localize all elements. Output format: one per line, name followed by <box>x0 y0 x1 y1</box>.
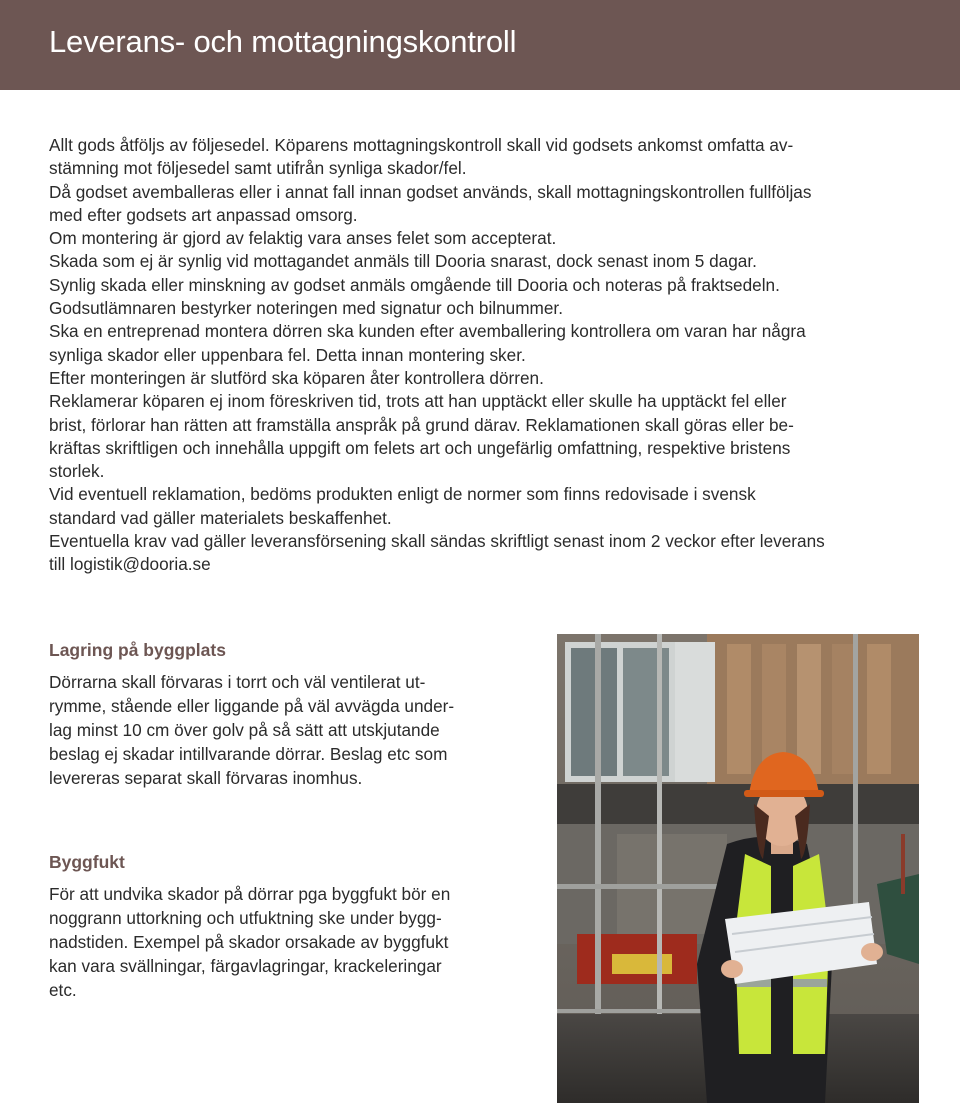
page-header <box>0 0 960 90</box>
construction-site-photo <box>557 634 919 1103</box>
storage-line: Dörrarna skall förvaras i torrt och väl ventilerat ut- <box>49 672 426 692</box>
intro-line: synliga skador eller uppenbara fel. Detta innan montering sker. <box>49 344 526 365</box>
moisture-line: kan vara svällningar, färgavlagringar, krackeleringar <box>49 956 442 976</box>
storage-line: lag minst 10 cm över golv på så sätt att utskjutande <box>49 720 440 740</box>
intro-line: Vid eventuell reklamation, bedöms produkten enligt de normer som finns redovisade i svensk <box>49 484 756 505</box>
intro-line: Då godset avemballeras eller i annat fall innan godset används, skall mottagningskontrollen fullföljas <box>49 181 812 202</box>
intro-line: Reklamerar köparen ej inom föreskriven tid, trots att han upptäckt eller skulle ha upptäckt fel eller <box>49 391 787 412</box>
storage-heading: Lagring på byggplats <box>49 640 226 660</box>
page-title: Leverans- och mottagningskontroll <box>49 24 517 59</box>
intro-line: standard vad gäller materialets beskaffenhet. <box>49 507 392 528</box>
storage-line: levereras separat skall förvaras inomhus. <box>49 768 363 788</box>
storage-line: rymme, stående eller liggande på väl avvägda under- <box>49 696 455 716</box>
moisture-line: etc. <box>49 980 77 1000</box>
moisture-line: nadstiden. Exempel på skador orsakade av byggfukt <box>49 932 449 952</box>
intro-line: Eventuella krav vad gäller leveransförsening skall sändas skriftligt senast inom 2 veckor efter leverans <box>49 531 825 552</box>
intro-line: med efter godsets art anpassad omsorg. <box>49 204 358 225</box>
intro-line: till logistik@dooria.se <box>49 554 211 575</box>
moisture-heading: Byggfukt <box>49 852 125 872</box>
intro-line: storlek. <box>49 461 105 482</box>
intro-line: Godsutlämnaren bestyrker noteringen med signatur och bilnummer. <box>49 298 563 319</box>
photo-illustration <box>557 634 919 1103</box>
moisture-section <box>49 852 519 1002</box>
intro-line: kräftas skriftligen och innehålla uppgift om felets art och ungefärlig omfattning, respektive bristens <box>49 437 791 458</box>
moisture-line: För att undvika skador på dörrar pga byggfukt bör en <box>49 884 451 904</box>
intro-line: Efter monteringen är slutförd ska köparen åter kontrollera dörren. <box>49 367 544 388</box>
intro-line: Allt gods åtföljs av följesedel. Köparens mottagningskontroll skall vid godsets ankomst omfatta av- <box>49 135 794 155</box>
moisture-line: noggrann uttorkning och utfuktning ske under bygg- <box>49 908 442 928</box>
intro-line: stämning mot följesedel samt utifrån synliga skador/fel. <box>49 158 467 179</box>
intro-line: Om montering är gjord av felaktig vara anses felet som accepterat. <box>49 228 557 249</box>
intro-line: Skada som ej är synlig vid mottagandet anmäls till Dooria snarast, dock senast inom 5 dagar. <box>49 251 757 272</box>
intro-line: Ska en entreprenad montera dörren ska kunden efter avemballering kontrollera om varan har några <box>49 321 806 342</box>
intro-line: brist, förlorar han rätten att framställa anspråk på grund därav. Reklamationen skall göras eller be- <box>49 414 794 435</box>
storage-line: beslag ej skadar intillvarande dörrar. Beslag etc som <box>49 744 448 764</box>
storage-section <box>49 640 519 790</box>
intro-line: Synlig skada eller minskning av godset anmäls omgående till Dooria och noteras på fraktsedeln. <box>49 274 780 295</box>
intro-text <box>49 134 929 577</box>
